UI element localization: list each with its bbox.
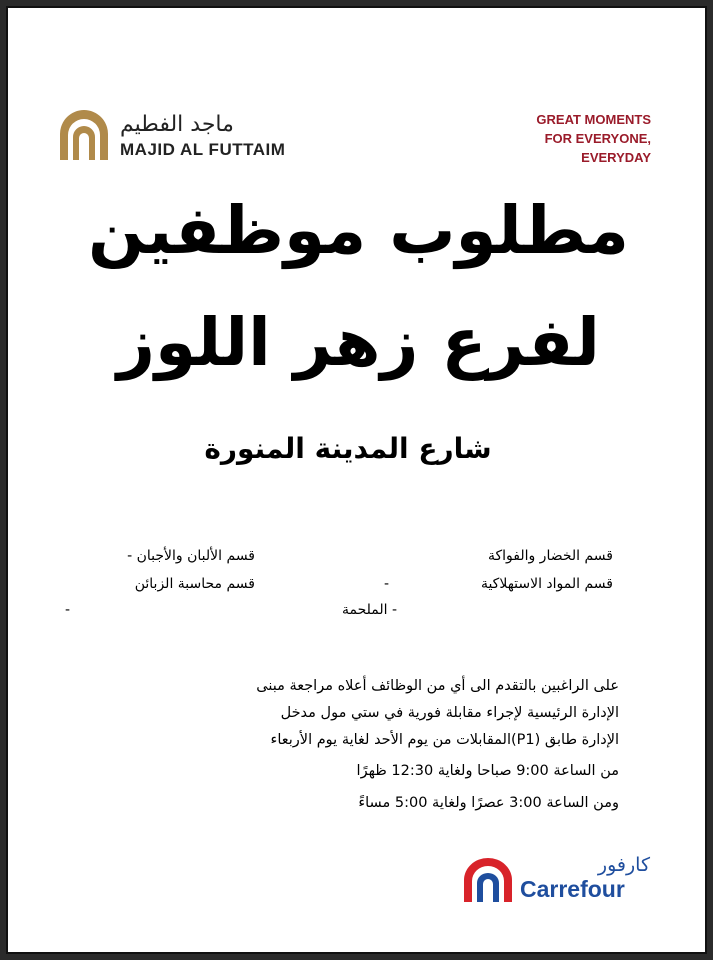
- instructions-line-2: الإدارة الرئيسية لإجراء مقابلة فورية في ستي مول مدخل: [280, 705, 619, 721]
- headline-line-1: مطلوب موظفين: [87, 192, 630, 269]
- instructions-line-1: على الراغبين بالتقدم الى أي من الوظائف أعلاه مراجعة مبنى: [256, 678, 619, 694]
- maf-arch-icon: [58, 110, 110, 160]
- slogan-line-3: EVERYDAY: [581, 150, 651, 165]
- department-butchery: - الملحمة: [341, 602, 397, 618]
- carrefour-logo: [464, 854, 664, 904]
- slogan-line-1: GREAT MOMENTS: [536, 112, 651, 127]
- headline-line-2: لفرع زهر اللوز: [117, 304, 600, 381]
- brand-arabic-name: ماجد الفطيم: [120, 112, 234, 137]
- majid-al-futtaim-logo: [58, 110, 318, 166]
- dash-marker: -: [384, 576, 390, 592]
- brand-slogan: [536, 110, 651, 167]
- job-advertisement-page: [6, 6, 707, 954]
- slogan-line-2: FOR EVERYONE,: [544, 131, 651, 146]
- carrefour-latin-name: Carrefour: [520, 876, 625, 902]
- department-consumables: قسم المواد الاستهلاكية: [480, 576, 613, 592]
- carrefour-arabic-name: كارفور: [597, 854, 650, 876]
- instructions-hours-afternoon: ومن الساعة 3:00 عصرًا ولغاية 5:00 مساءً: [358, 795, 619, 811]
- instructions-hours-morning: من الساعة 9:00 صباحا ولغاية 12:30 ظهرًا: [356, 763, 619, 779]
- department-dairy: قسم الألبان والأجبان -: [127, 548, 255, 564]
- headline-subtitle: شارع المدينة المنورة: [204, 432, 492, 465]
- carrefour-arch-icon: [464, 858, 512, 902]
- instructions-line-3: الإدارة طابق (P1)المقابلات من يوم الأحد لغاية يوم الأربعاء: [270, 732, 619, 748]
- department-cashiers: قسم محاسبة الزبائن: [134, 576, 255, 592]
- brand-latin-name: MAJID AL FUTTAIM: [120, 140, 286, 159]
- department-vegetables: قسم الخضار والفواكة: [487, 548, 613, 564]
- dash-marker: -: [65, 602, 71, 618]
